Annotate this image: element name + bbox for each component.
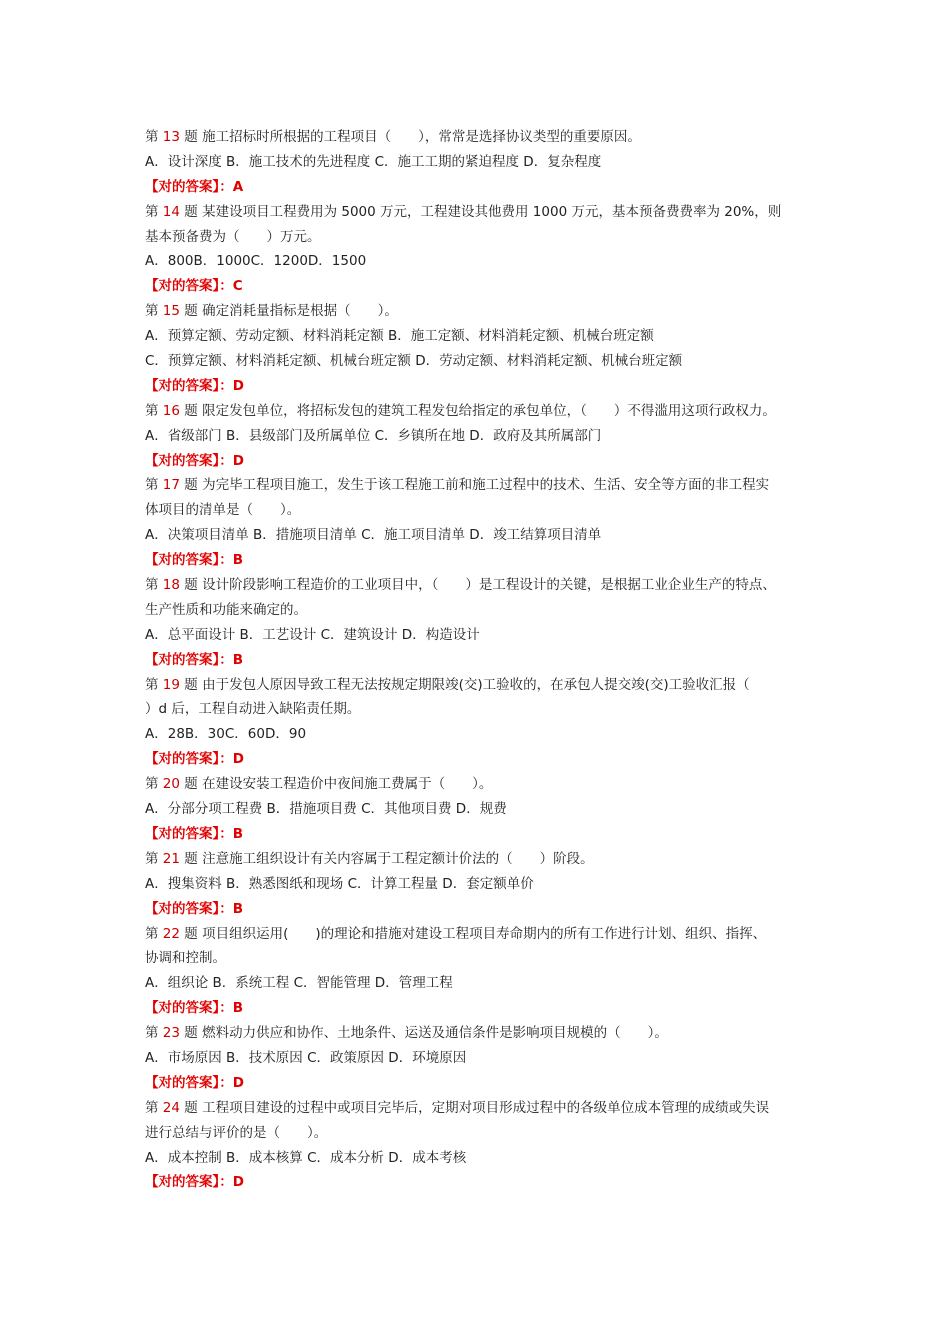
answer-label: 【对的答案】：	[145, 751, 233, 768]
answer-label: 【对的答案】：	[145, 1074, 233, 1091]
question-stem-line	[145, 299, 825, 324]
question-stem-text: 体项目的清单是（ ）。	[145, 502, 301, 519]
answer-value: B	[232, 651, 244, 668]
question-suffix: 题	[179, 129, 198, 145]
question-number: 18	[162, 577, 180, 594]
question-stem-text: 协调和控制。	[145, 950, 226, 967]
question-suffix: 题	[179, 577, 198, 594]
question-stem-text: 确定消耗量指标是根据（ ）。	[202, 303, 398, 320]
question-suffix: 题	[179, 1099, 198, 1116]
question-options-line: A．总平面设计 B．工艺设计 C．建筑设计 D．构造设计	[145, 626, 480, 643]
question-suffix: 题	[179, 925, 198, 942]
answer-value: C	[232, 278, 243, 295]
question-stem-line	[145, 922, 825, 947]
question-suffix: 题	[179, 676, 198, 693]
question-number: 23	[162, 1025, 180, 1042]
question-suffix: 题	[179, 850, 198, 867]
question-options-line: A．800B．1000C．1200D．1500	[145, 253, 367, 270]
question-stem-text: 项目组织运用( )的理论和措施对建设工程项目寿命期内的所有工作进行计划、组织、指挥、	[202, 925, 767, 942]
answer-label: 【对的答案】：	[145, 1000, 233, 1017]
question-stem-line	[145, 946, 825, 971]
question-stem-line	[145, 1096, 825, 1121]
question-suffix: 题	[179, 402, 198, 419]
question-prefix: 第	[145, 477, 163, 494]
question-number: 22	[162, 925, 180, 942]
question-prefix: 第	[145, 776, 163, 793]
question-number: 19	[162, 676, 180, 693]
answer-label: 【对的答案】：	[145, 552, 233, 569]
question-prefix: 第	[145, 129, 163, 145]
question-stem-line	[145, 598, 825, 623]
question-block	[145, 922, 825, 1022]
answer-label: 【对的答案】：	[145, 1174, 233, 1191]
question-prefix: 第	[145, 1025, 163, 1042]
question-prefix: 第	[145, 303, 163, 320]
question-prefix: 第	[145, 676, 163, 693]
question-block	[145, 299, 825, 399]
question-stem-line	[145, 673, 825, 698]
question-prefix: 第	[145, 850, 163, 867]
question-prefix: 第	[145, 402, 163, 419]
question-block	[145, 1096, 825, 1196]
answer-label: 【对的答案】：	[145, 178, 233, 195]
question-options-line: A．组织论 B．系统工程 C．智能管理 D．管理工程	[145, 975, 453, 992]
answer-line	[145, 747, 825, 772]
question-stem-text: 基本预备费为（ ）万元。	[145, 228, 321, 245]
answer-value: B	[232, 825, 244, 842]
question-prefix: 第	[145, 925, 163, 942]
question-stem-line	[145, 225, 825, 250]
question-stem-text: 施工招标时所根据的工程项目（ ），常常是选择协议类型的重要原因。	[202, 129, 641, 145]
answer-line	[145, 996, 825, 1021]
question-number: 17	[162, 477, 180, 494]
question-stem-line	[145, 200, 825, 225]
answer-label: 【对的答案】：	[145, 377, 233, 394]
answer-line	[145, 548, 825, 573]
answer-value: B	[232, 1000, 244, 1017]
answer-label: 【对的答案】：	[145, 278, 233, 295]
question-options-line: C．预算定额、材料消耗定额、机械台班定额 D．劳动定额、材料消耗定额、机械台班定额	[145, 353, 683, 370]
question-stem-text: 某建设项目工程费用为 5000 万元，工程建设其他费用 1000 万元，基本预备费费率为 20%，则	[202, 203, 782, 220]
answer-label: 【对的答案】：	[145, 651, 233, 668]
question-options-line: A．分部分项工程费 B．措施项目费 C．其他项目费 D．规费	[145, 801, 507, 818]
question-block	[145, 772, 825, 847]
answer-value: D	[232, 751, 244, 768]
question-stem-text: 燃料动力供应和协作、土地条件、运送及通信条件是影响项目规模的（ ）。	[202, 1025, 668, 1042]
question-block	[145, 399, 825, 474]
answer-value: B	[232, 552, 244, 569]
question-stem-text: 在建设安装工程造价中夜间施工费属于（ ）。	[202, 776, 493, 793]
question-block	[145, 200, 825, 300]
question-number: 15	[162, 303, 180, 320]
answer-line	[145, 274, 825, 299]
question-stem-line	[145, 1121, 825, 1146]
question-stem-text: 为完毕工程项目施工，发生于该工程施工前和施工过程中的技术、生活、安全等方面的非工程实	[202, 477, 770, 494]
question-options-line: A．设计深度 B．施工技术的先进程度 C．施工工期的紧迫程度 D．复杂程度	[145, 153, 602, 170]
question-number: 21	[162, 850, 180, 867]
question-stem-line	[145, 498, 825, 523]
question-block	[145, 573, 825, 673]
question-stem-line	[145, 772, 825, 797]
answer-value: D	[232, 1074, 244, 1091]
question-stem-line	[145, 1021, 825, 1046]
question-options-line: A．预算定额、劳动定额、材料消耗定额 B．施工定额、材料消耗定额、机械台班定额	[145, 328, 654, 345]
question-stem-text: 限定发包单位，将招标发包的建筑工程发包给指定的承包单位，（ ）不得滥用这项行政权力。	[202, 402, 776, 419]
question-block	[145, 847, 825, 922]
answer-line	[145, 897, 825, 922]
question-number: 14	[162, 203, 180, 220]
question-options-line: A．省级部门 B．县级部门及所属单位 C．乡镇所在地 D．政府及其所属部门	[145, 427, 602, 444]
question-options-line: A．成本控制 B．成本核算 C．成本分析 D．成本考核	[145, 1149, 467, 1166]
answer-value: B	[232, 900, 244, 917]
answer-label: 【对的答案】：	[145, 825, 233, 842]
question-block	[145, 1021, 825, 1096]
question-suffix: 题	[179, 303, 198, 320]
answer-value: D	[232, 377, 244, 394]
question-stem-text: 工程项目建设的过程中或项目完毕后，定期对项目形成过程中的各级单位成本管理的成绩或失误	[202, 1099, 770, 1116]
question-block	[145, 473, 825, 573]
question-prefix: 第	[145, 203, 163, 220]
answer-line	[145, 1170, 825, 1195]
question-stem-line	[145, 847, 825, 872]
question-prefix: 第	[145, 1099, 163, 1116]
question-options-line: A．决策项目清单 B．措施项目清单 C．施工项目清单 D．竣工结算项目清单	[145, 527, 602, 544]
answer-line	[145, 648, 825, 673]
answer-value: A	[232, 178, 244, 195]
answer-line	[145, 822, 825, 847]
answer-label: 【对的答案】：	[145, 900, 233, 917]
question-stem-text: 设计阶段影响工程造价的工业项目中，（ ）是工程设计的关键，是根据工业企业生产的特点、	[202, 577, 776, 594]
question-suffix: 题	[179, 203, 198, 220]
question-number: 13	[162, 129, 180, 145]
question-stem-text: 由于发包人原因导致工程无法按规定期限竣(交)工验收的，在承包人提交竣(交)工验收汇报（	[202, 676, 750, 693]
question-stem-line	[145, 697, 825, 722]
question-stem-text: 注意施工组织设计有关内容属于工程定额计价法的（ ）阶段。	[202, 850, 594, 867]
question-prefix: 第	[145, 577, 163, 594]
answer-line	[145, 1071, 825, 1096]
question-suffix: 题	[179, 477, 198, 494]
answer-line	[145, 175, 825, 200]
answer-line	[145, 374, 825, 399]
answer-line	[145, 449, 825, 474]
question-stem-line	[145, 573, 825, 598]
question-options-line: A．市场原因 B．技术原因 C．政策原因 D．环境原因	[145, 1049, 467, 1066]
question-block	[145, 673, 825, 773]
question-block	[145, 125, 825, 200]
answer-value: D	[232, 452, 244, 469]
question-stem-text: ）d 后，工程自动进入缺陷责任期。	[145, 701, 361, 718]
question-document	[145, 125, 825, 1195]
question-stem-text: 生产性质和功能来确定的。	[145, 601, 307, 618]
question-stem-line	[145, 473, 825, 498]
question-number: 16	[162, 402, 180, 419]
answer-label: 【对的答案】：	[145, 452, 233, 469]
question-stem-line	[145, 125, 825, 150]
question-number: 20	[162, 776, 180, 793]
question-suffix: 题	[179, 1025, 198, 1042]
question-stem-text: 进行总结与评价的是（ ）。	[145, 1124, 328, 1141]
question-stem-line	[145, 399, 825, 424]
answer-value: D	[232, 1174, 244, 1191]
question-number: 24	[162, 1099, 180, 1116]
question-options-line: A．28B．30C．60D．90	[145, 726, 307, 743]
question-suffix: 题	[179, 776, 198, 793]
question-options-line: A．搜集资料 B．熟悉图纸和现场 C．计算工程量 D．套定额单价	[145, 875, 534, 892]
